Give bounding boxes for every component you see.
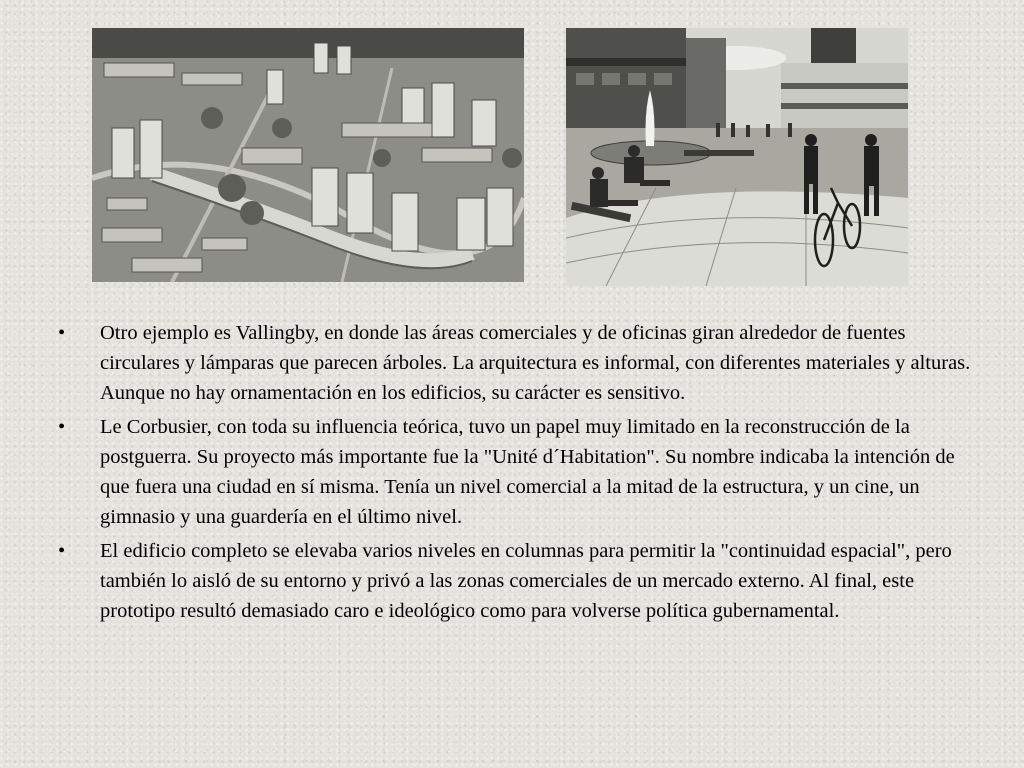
bullet-text: Le Corbusier, con toda su influencia teórica, tuvo un papel muy limitado en la reconstrucción de la postguerra. Su proyecto más importante fue la "Unité d´Habitation". Su nombre indicaba la intención de que fuera una ciudad en sí misma. Tenía un nivel comercial a la mitad de la estructura, y un cine, un gimnasio y una guardería en el último nivel. bbox=[100, 416, 955, 528]
bullet-text: El edificio completo se elevaba varios niveles en columnas para permitir la "continuidad espacial", pero también lo aisló de su entorno y privó a las zonas comerciales de un mercado externo. Al final, este prototipo resultó demasiado caro e ideológico como para volverse política gubernamental. bbox=[100, 540, 952, 622]
plaza-fountain-photo bbox=[566, 28, 908, 286]
bullet-point: • bbox=[58, 322, 66, 344]
aerial-city-illustration bbox=[92, 28, 524, 282]
bullet-list bbox=[58, 318, 988, 630]
bullet-point: • bbox=[58, 540, 66, 562]
bullet-item bbox=[58, 412, 988, 532]
bullet-item bbox=[58, 536, 988, 626]
bullet-text: Otro ejemplo es Vallingby, en donde las áreas comerciales y de oficinas giran alrededor de fuentes circulares y lámparas que parecen árboles. La arquitectura es informal, con diferentes materiales y alturas. Aunque no hay ornamentación en los edificios, su carácter es sensitivo. bbox=[100, 322, 971, 404]
bullet-item bbox=[58, 318, 988, 408]
bullet-point: • bbox=[58, 416, 66, 438]
aerial-city-photo bbox=[92, 28, 524, 282]
plaza-illustration bbox=[566, 28, 908, 286]
